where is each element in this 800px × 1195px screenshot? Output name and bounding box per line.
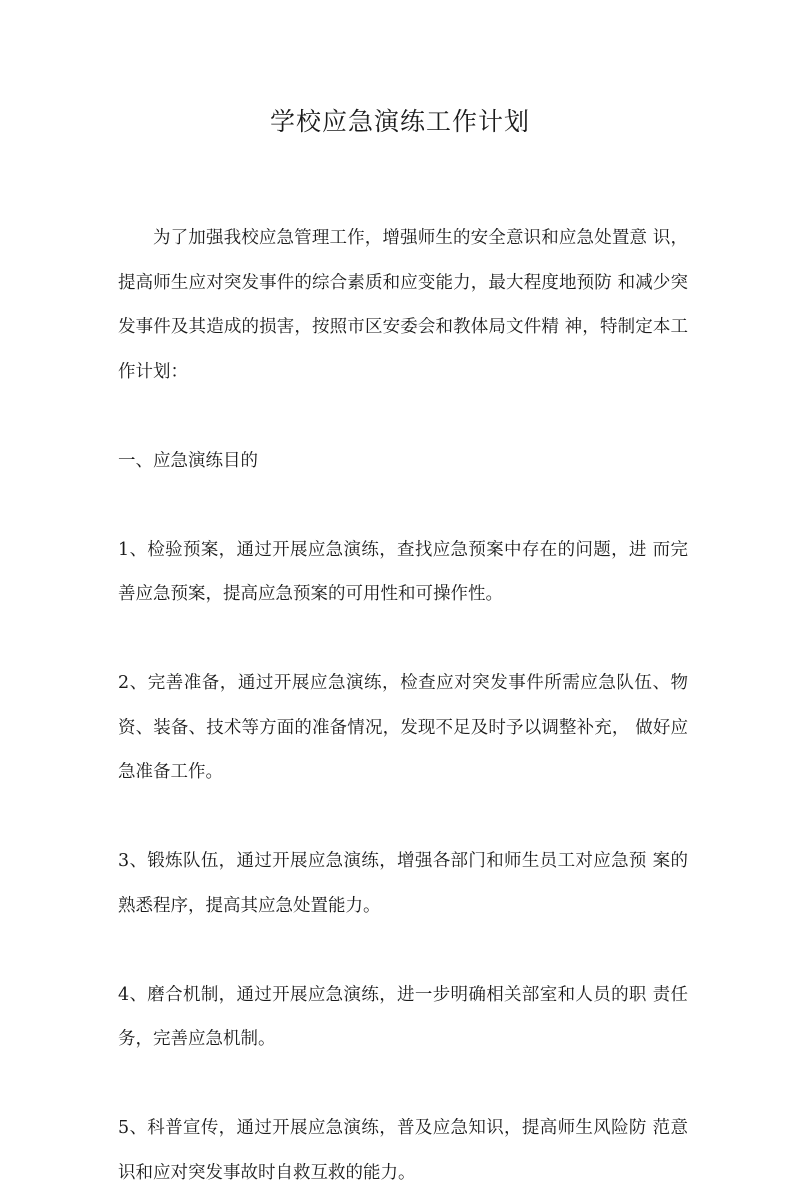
list-item: 3、锻炼队伍，通过开展应急演练，增强各部门和师生员工对应急预 案的熟悉程序，提高其应急处置能力。 xyxy=(118,851,688,916)
list-item: 4、磨合机制，通过开展应急演练，进一步明确相关部室和人员的职 责任务，完善应急机制。 xyxy=(118,984,688,1049)
list-item: 1、检验预案，通过开展应急演练，查找应急预案中存在的问题，进 而完善应急预案，提高应急预案的可用性和可操作性。 xyxy=(118,539,688,604)
document-body xyxy=(118,216,688,1195)
list-item: 2、完善准备，通过开展应急演练，检查应对突发事件所需应急队伍、物资、装备、技术等方面的准备情况，发现不足及时予以调整补充， 做好应急准备工作。 xyxy=(118,673,688,782)
intro-paragraph: 为了加强我校应急管理工作，增强师生的安全意识和应急处置意 识，提高师生应对突发事件的综合素质和应变能力，最大程度地预防 和减少突发事件及其造成的损害，按照市区安委会和教体局文件精 神，特制定本工作计划： xyxy=(118,228,688,382)
document-title: 学校应急演练工作计划 xyxy=(269,107,530,136)
list-item: 5、科普宣传，通过开展应急演练，普及应急知识，提高师生风险防 范意识和应对突发事故时自救互救的能力。 xyxy=(118,1118,688,1183)
section-heading: 一、应急演练目的 xyxy=(118,450,258,471)
